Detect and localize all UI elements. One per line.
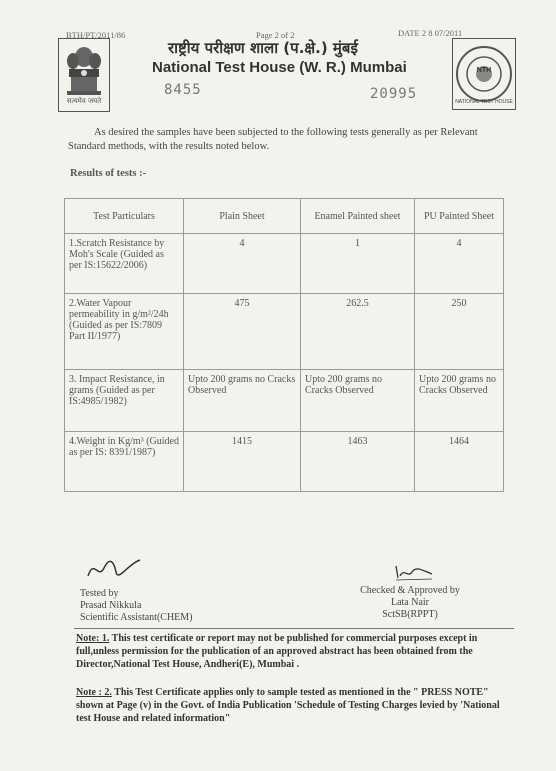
cell-pu: 4 bbox=[415, 234, 504, 294]
header-plain-sheet: Plain Sheet bbox=[184, 199, 301, 234]
cell-enamel: 262.5 bbox=[301, 294, 415, 370]
stamp-number-left: 8455 bbox=[164, 82, 202, 98]
page-number: Page 2 of 2 bbox=[256, 30, 295, 40]
table-row bbox=[65, 432, 504, 492]
cell-particular: 3. Impact Resistance, in grams (Guided as per IS:4985/1982) bbox=[65, 370, 184, 432]
note-1 bbox=[76, 632, 508, 671]
table-row bbox=[65, 234, 504, 294]
results-label: Results of tests :- bbox=[70, 168, 147, 179]
results-table bbox=[64, 198, 504, 492]
cell-plain: 4 bbox=[184, 234, 301, 294]
cell-enamel: 1 bbox=[301, 234, 415, 294]
signature-approved bbox=[392, 562, 436, 587]
tested-by-block bbox=[80, 588, 193, 624]
approved-by-name: Lata Nair bbox=[390, 597, 430, 608]
date bbox=[398, 28, 462, 38]
approved-by-role: SctSB(RPPT) bbox=[382, 609, 438, 620]
cell-plain: Upto 200 grams no Cracks Observed bbox=[184, 370, 301, 432]
logo-center: NTH bbox=[476, 67, 492, 74]
header-test-particulars: Test Particulars bbox=[65, 199, 184, 234]
table-row bbox=[65, 370, 504, 432]
table-header-row bbox=[65, 199, 504, 234]
note-2 bbox=[76, 686, 508, 725]
logo-text: NATIONAL TEST HOUSE bbox=[455, 99, 513, 105]
note-2-text: This Test Certificate applies only to sample tested as mentioned in the " PRESS NOTE" shown at Page (v) in the Govt. of India Publication 'Schedule of Testing Charges levied by 'National test House and related information" bbox=[76, 687, 500, 724]
note-1-text: This test certificate or report may not be published for commercial purposes except in full,unless permission for the publication of an approved abstract has been obtained from the Director,National Test House, Andheri(E), Mumbai . bbox=[76, 633, 478, 670]
cell-pu: 1464 bbox=[415, 432, 504, 492]
stamp-number-right: 20995 bbox=[370, 86, 418, 102]
cell-pu: Upto 200 grams no Cracks Observed bbox=[415, 370, 504, 432]
tested-by-name: Prasad Nikkula bbox=[80, 600, 142, 611]
cell-plain: 475 bbox=[184, 294, 301, 370]
cell-particular: 4.Weight in Kg/m³ (Guided as per IS: 8391/1987) bbox=[65, 432, 184, 492]
english-title: National Test House (W. R.) Mumbai bbox=[152, 59, 407, 76]
approved-by-block bbox=[340, 585, 480, 621]
header-pu-sheet: PU Painted Sheet bbox=[415, 199, 504, 234]
cell-enamel: 1463 bbox=[301, 432, 415, 492]
tested-by-title: Tested by bbox=[80, 588, 119, 599]
divider bbox=[74, 628, 514, 629]
note-1-label: Note: 1. bbox=[76, 633, 110, 644]
approved-by-title: Checked & Approved by bbox=[360, 585, 460, 596]
reference-number: BTH/PT/2011/86 bbox=[66, 30, 126, 40]
signature-tested bbox=[84, 554, 144, 589]
intro-paragraph: As desired the samples have been subjected to the following tests generally as per Relevant Standard methods, with the results noted below. bbox=[68, 127, 478, 152]
cell-particular: 1.Scratch Resistance by Moh's Scale (Guided as per IS:15622/2006) bbox=[65, 234, 184, 294]
cell-plain: 1415 bbox=[184, 432, 301, 492]
nth-logo bbox=[452, 38, 516, 110]
date-value: 2 8 07/2011 bbox=[421, 28, 463, 38]
emblem-caption: सत्यमेव जयते bbox=[66, 97, 102, 105]
tested-by-role: Scientific Assistant(CHEM) bbox=[80, 612, 193, 623]
hindi-title: राष्ट्रीय परीक्षण शाला (प.क्षे.) मुंबई bbox=[168, 39, 358, 57]
cell-enamel: Upto 200 grams no Cracks Observed bbox=[301, 370, 415, 432]
cell-pu: 250 bbox=[415, 294, 504, 370]
date-label: DATE bbox=[398, 28, 420, 38]
header-enamel-sheet: Enamel Painted sheet bbox=[301, 199, 415, 234]
cell-particular: 2.Water Vapour permeability in g/m²/24h (Guided as per IS:7809 Part II/1977) bbox=[65, 294, 184, 370]
national-emblem bbox=[58, 38, 110, 112]
note-2-label: Note : 2. bbox=[76, 687, 112, 698]
table-row bbox=[65, 294, 504, 370]
